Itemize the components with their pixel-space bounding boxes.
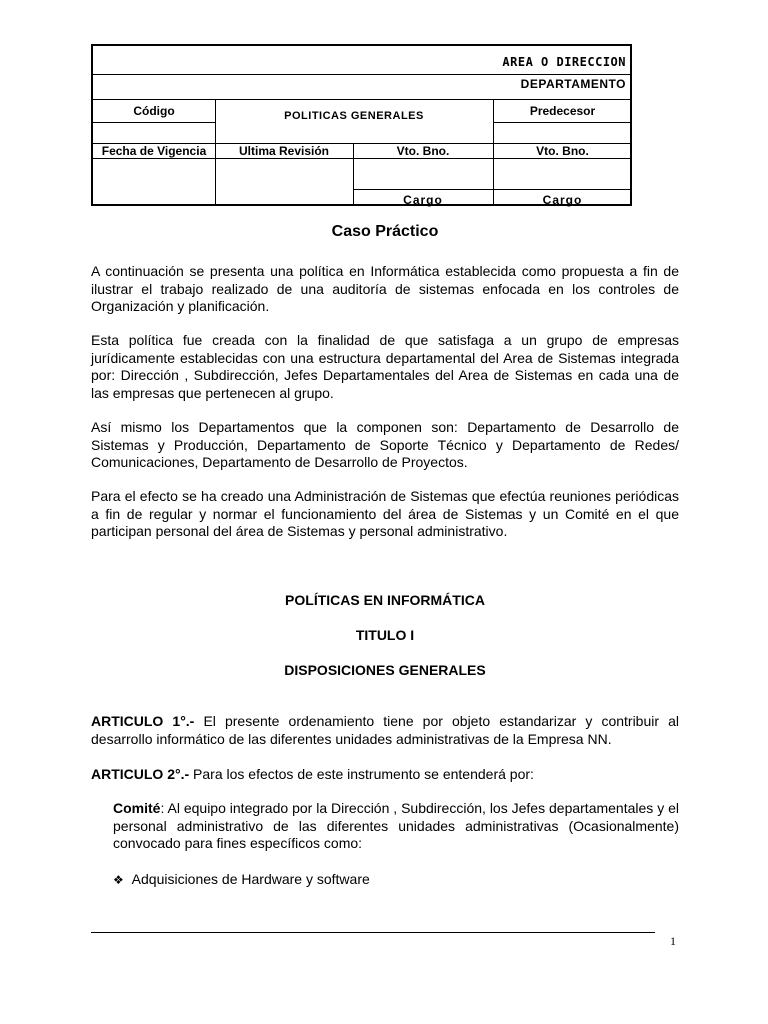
article-text: Para los efectos de este instrumento se entenderá por: — [189, 766, 534, 782]
paragraph: A continuación se presenta una política en Informática establecida como propuesta a fin de ilustrar el trabajo realizado de una auditoría de sistemas enfocada en los controles de Organización y planificación. — [91, 263, 679, 314]
article-label: ARTICULO 2°.- — [91, 766, 190, 782]
document-header-table — [91, 44, 632, 206]
ultima-revision-label: Ultima Revisión — [238, 144, 330, 158]
bullet-item — [113, 871, 679, 890]
area-direccion-label: AREA O DIRECCION — [502, 55, 626, 69]
footer-divider — [91, 932, 655, 933]
cargo-label: Cargo — [542, 193, 583, 207]
section-heading: TITULO I — [355, 627, 415, 643]
article-label: ARTICULO 1°.- — [91, 713, 195, 729]
cargo-label: Cargo — [403, 193, 443, 207]
header-divider — [93, 74, 632, 75]
paragraph: Esta política fue creada con la finalidad de que satisfaga a un grupo de empresas jurídicamente establecidas con una estructura departamental del Area de Sistemas integrada por: Dirección , Subdirección, Jefes Departamentales del Area de Sistemas en cada una de las empresas que pertenecen al grupo. — [91, 332, 679, 401]
fecha-vigencia-label: Fecha de Vigencia — [101, 144, 207, 158]
page-title: Caso Práctico — [331, 223, 439, 240]
vto-bno-label: Vto. Bno. — [396, 144, 450, 158]
definition-text: : Al equipo integrado por la Dirección , Subdirección, los Jefes departamentales y el personal administrativo de las diferentes unidades administrativas (Ocasionalmente) convocado para fines específicos como: — [113, 800, 679, 851]
departamento-label: DEPARTAMENTO — [520, 77, 626, 91]
section-heading: POLÍTICAS EN INFORMÁTICA — [285, 592, 485, 608]
header-divider — [93, 99, 632, 100]
paragraph: Para el efecto se ha creado una Administración de Sistemas que efectúa reuniones periódicas a fin de regular y normar el funcionamiento del área de Sistemas y un Comité en el que participan personal del área de Sistemas y personal administrativo. — [91, 488, 679, 539]
politicas-generales-label: POLITICAS GENERALES — [284, 110, 424, 122]
codigo-label: Código — [133, 104, 175, 118]
header-divider — [93, 158, 632, 159]
diamond-bullet-icon: ❖ — [113, 873, 124, 887]
definition-term: Comité — [113, 800, 161, 816]
header-divider — [493, 122, 632, 123]
definition-comite — [113, 800, 679, 853]
predecesor-label: Predecesor — [529, 104, 596, 118]
page-number: 1 — [670, 934, 676, 948]
bullet-text: Adquisiciones de Hardware y software — [131, 871, 370, 887]
section-heading: DISPOSICIONES GENERALES — [284, 662, 486, 678]
article-1 — [91, 713, 679, 748]
vto-bno-label: Vto. Bno. — [536, 144, 589, 158]
paragraph: Así mismo los Departamentos que la componen son: Departamento de Desarrollo de Sistemas y Producción, Departamento de Soporte Técnico y Departamento de Redes/ Comunicaciones, Departamento de Desarrollo de Proyectos. — [91, 419, 679, 470]
article-text: El presente ordenamiento tiene por objeto estandarizar y contribuir al desarrollo informático de las diferentes unidades administrativas de la Empresa NN. — [91, 713, 679, 747]
header-divider — [93, 122, 215, 123]
article-2 — [91, 766, 679, 784]
